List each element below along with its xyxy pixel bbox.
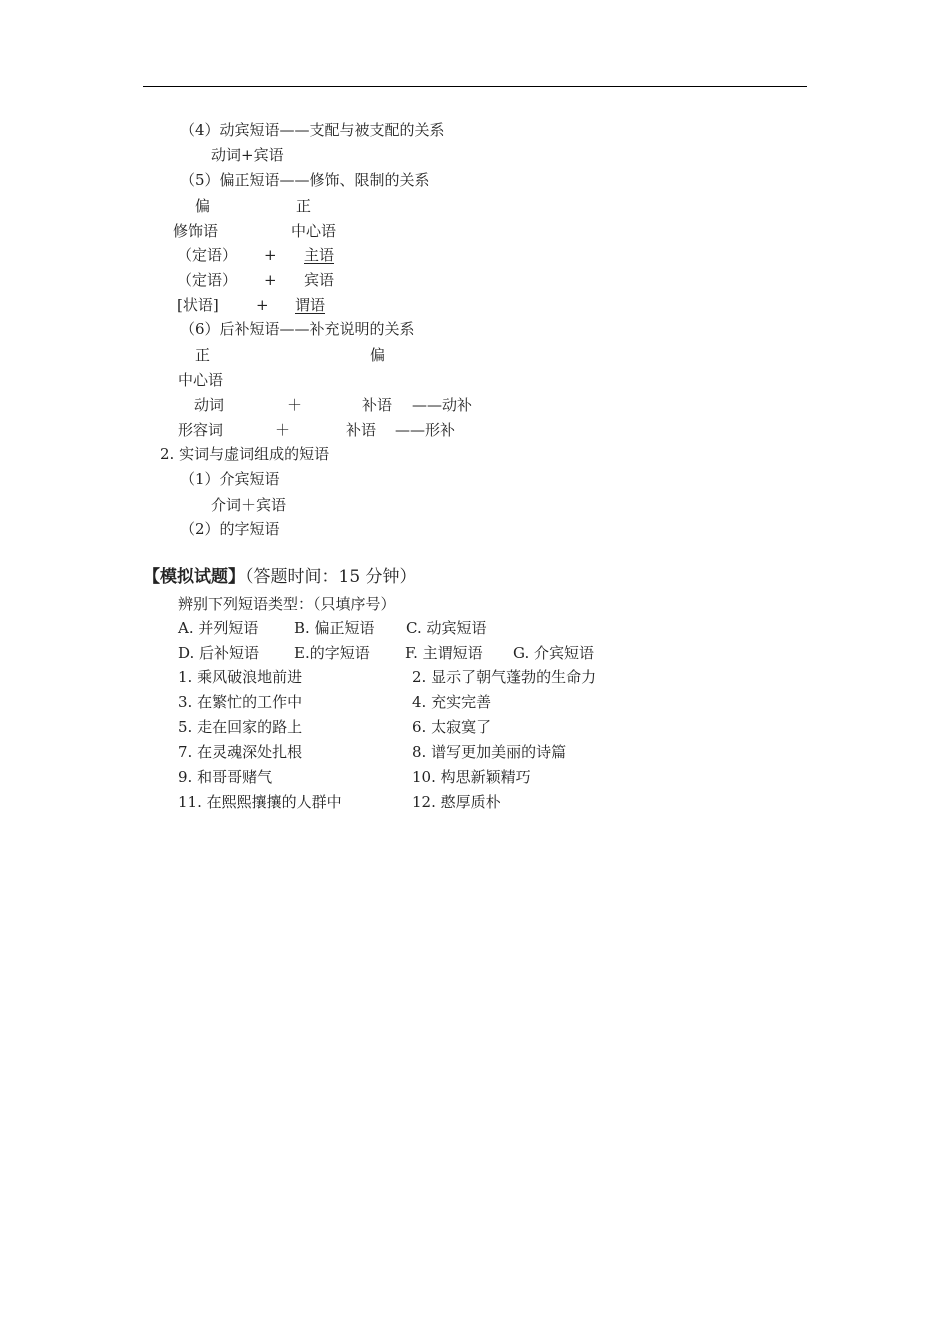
- question-7: 7. 在灵魂深处扎根: [178, 743, 303, 761]
- item6-title: （6）后补短语——补充说明的关系: [180, 320, 415, 338]
- row4-plus: ＋: [287, 396, 303, 414]
- row3-plus: +: [256, 296, 269, 314]
- item5-modifier: 修饰语: [173, 222, 219, 240]
- option-c: C. 动宾短语: [406, 619, 487, 637]
- row1-left: （定语）: [177, 246, 238, 264]
- row3-right: 谓语: [295, 296, 326, 314]
- row4-right: 补语: [362, 396, 393, 414]
- question-3: 3. 在繁忙的工作中: [178, 693, 303, 711]
- item4-title: （4）动宾短语——支配与被支配的关系: [180, 121, 445, 139]
- header-rule: [143, 86, 807, 87]
- quiz-instruction: 辨别下列短语类型：（只填序号）: [178, 595, 396, 613]
- item5-header-pian: 偏: [195, 197, 211, 215]
- section2-item1-title: （1）介宾短语: [180, 470, 280, 488]
- question-4: 4. 充实完善: [412, 693, 492, 711]
- row3-left: [状语]: [177, 296, 219, 314]
- row1-plus: +: [264, 246, 277, 264]
- question-10: 10. 构思新颖精巧: [412, 768, 531, 786]
- quiz-heading: [143, 566, 417, 588]
- option-a: A. 并列短语: [178, 619, 259, 637]
- quiz-heading-note: （答题时间：15 分钟）: [245, 567, 417, 587]
- row5-plus: ＋: [275, 421, 291, 439]
- row1-right: 主语: [304, 246, 335, 264]
- row2-right: 宾语: [304, 271, 335, 289]
- option-f: F. 主谓短语: [405, 644, 483, 662]
- question-12: 12. 憨厚质朴: [412, 793, 501, 811]
- section2-item2-title: （2）的字短语: [180, 520, 280, 538]
- option-b: B. 偏正短语: [294, 619, 375, 637]
- item6-head: 中心语: [178, 371, 224, 389]
- item5-title: （5）偏正短语——修饰、限制的关系: [180, 171, 430, 189]
- option-e: E.的字短语: [294, 644, 370, 662]
- section2-item1-formula: 介词＋宾语: [211, 496, 287, 514]
- item6-header-zheng: 正: [195, 346, 211, 364]
- row5-tag: ——形补: [395, 421, 456, 439]
- item4-formula: 动词+宾语: [211, 146, 284, 164]
- item5-head: 中心语: [291, 222, 337, 240]
- question-2: 2. 显示了朝气蓬勃的生命力: [412, 668, 597, 686]
- row4-left: 动词: [194, 396, 225, 414]
- item5-header-zheng: 正: [296, 197, 312, 215]
- row5-right: 补语: [346, 421, 377, 439]
- question-11: 11. 在熙熙攘攘的人群中: [178, 793, 342, 811]
- question-6: 6. 太寂寞了: [412, 718, 492, 736]
- option-d: D. 后补短语: [178, 644, 260, 662]
- quiz-heading-bold: 【模拟试题】: [143, 567, 245, 587]
- row2-plus: +: [264, 271, 277, 289]
- row4-tag: ——动补: [412, 396, 473, 414]
- question-5: 5. 走在回家的路上: [178, 718, 303, 736]
- option-g: G. 介宾短语: [513, 644, 594, 662]
- question-9: 9. 和哥哥赌气: [178, 768, 273, 786]
- question-1: 1. 乘风破浪地前进: [178, 668, 303, 686]
- row2-left: （定语）: [177, 271, 238, 289]
- question-8: 8. 谱写更加美丽的诗篇: [412, 743, 567, 761]
- section2-title: 2. 实词与虚词组成的短语: [160, 445, 330, 463]
- item6-header-pian: 偏: [370, 346, 386, 364]
- row5-left: 形容词: [178, 421, 224, 439]
